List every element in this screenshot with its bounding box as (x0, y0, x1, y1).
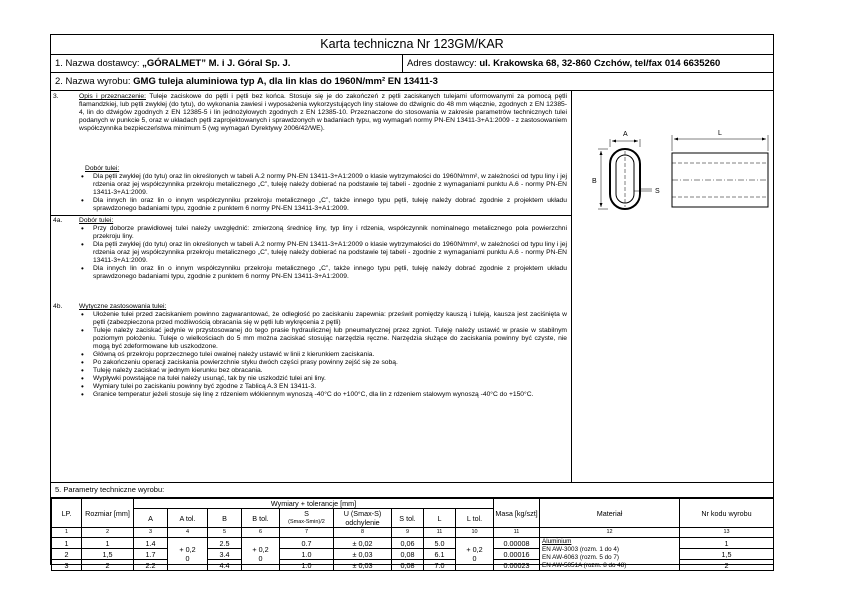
cell-b: 4.4 (208, 560, 242, 571)
header-u-sub: odchylenie (345, 518, 380, 527)
cell-lp: 3 (52, 560, 82, 571)
cell-masa: 0.00008 (494, 538, 540, 549)
document-title: Karta techniczna Nr 123GM/KAR (51, 35, 773, 55)
list-item: • Wymiary tulei po zaciskaniu powinny być zgodne z Tablicą A.3 EN 13411-3. (79, 383, 567, 391)
cell-ltol: + 0,2 0 (456, 538, 494, 571)
supplier-cell (51, 55, 403, 72)
product-value: GMG tuleja aluminiowa typ A, dla lin klas do 1960N/mm² EN 13411-3 (133, 76, 438, 87)
section4b-number: 4b. (53, 303, 63, 310)
cell-u: ± 0,02 (334, 538, 392, 549)
cell-l: 5.0 (424, 538, 456, 549)
table-row (52, 538, 774, 549)
header-stol: S tol. (392, 509, 424, 528)
material-line: EN AW-5051A (rozm. 8 do 48) (542, 562, 627, 569)
list-item: • Granice temperatur jeżeli stosuje się linę z rdzeniem włókiennym wynoszą -40°C do +100°C, dla lin z rdzeniem stalowym wynoszą -40°C do +150°C. (79, 391, 567, 399)
cell-atol: + 0,2 0 (168, 538, 208, 571)
header-btol: B tol. (242, 509, 280, 528)
section3-subheading: Dobór tulei: (85, 165, 120, 172)
cell-a: 1.7 (134, 549, 168, 560)
colnum: 10 (456, 528, 494, 538)
header-l: L (424, 509, 456, 528)
list-item: • Dla innych lin oraz lin o innym współczynniku przekroju metalicznego „C”, także innego typu pętli, tuleję należy dobrać zgodnie z projektem układu sprawdzonego badaniami typu, zgodnie z punktem 6 normy PN-EN 13411-3+A1:2009. (79, 265, 567, 281)
cell-s: 1.0 (280, 549, 334, 560)
parameters-table (51, 498, 774, 571)
section4b-heading-wrap (79, 303, 567, 311)
cell-a: 1.4 (134, 538, 168, 549)
cell-stol: 0,08 (392, 560, 424, 571)
material-line: Aluminium (542, 538, 572, 545)
product-label: 2. Nazwa wyrobu: (55, 76, 134, 87)
colnum: 11 (494, 528, 540, 538)
table-header-row (52, 499, 774, 509)
supplier-label: 1. Nazwa dostawcy: (55, 58, 143, 69)
cell-masa: 0.00023 (494, 560, 540, 571)
description-text-column (51, 91, 572, 482)
label-a: A (623, 131, 628, 138)
section3-subheading-wrap (85, 165, 573, 173)
cell-s: 0.7 (280, 538, 334, 549)
address-cell (403, 55, 773, 72)
cell-lp: 1 (52, 538, 82, 549)
description-body (51, 91, 773, 483)
colnum: 6 (242, 528, 280, 538)
colnum: 4 (168, 528, 208, 538)
header-b: B (208, 509, 242, 528)
header-atol: A tol. (168, 509, 208, 528)
list-item: • Główną oś przekroju poprzecznego tulei owalnej należy ustawić w linii z kierunkiem zaciskania. (79, 351, 567, 359)
cell-kod: 1 (680, 538, 774, 549)
header-nrkodu: Nr kodu wyrobu (680, 499, 774, 528)
cell-material (540, 538, 680, 571)
list-item: • Dla pętli zwykłej (do tytu) oraz lin określonych w tabeli A.2 normy PN-EN 13411-3+A1:2009 o klasie wytrzymałości do 1960N/mm², w zależności od typu liny i jej rdzenia oraz jej współczynnika przekroju metalicznego „C”, tuleję należy dobierać na podstawie tej tabeli - zgodnie z wymaganiami punktu A.6 - normy PN-EN 13411-3+A1:2009. (79, 173, 567, 197)
colnum: 2 (82, 528, 134, 538)
colnum: 5 (208, 528, 242, 538)
cell-rozmiar: 1,5 (82, 549, 134, 560)
cell-b: 3.4 (208, 549, 242, 560)
list-item: • Tuleje należy zaciskać jedynie w przystosowanej do tego prasie hydraulicznej lub pneumatycznej przez zgniot. Tuleję należy ustawić w prasie w stabilnym poziomym położeniu. Tuleje o wielkościach do 5 mm można zaciskać stosując narzędzia ręczne. Narzędzia służące do zaciskania powinny być czyste, nie mogą być zdeformowane lub uszkodzone. (79, 327, 567, 351)
material-line: EN AW-6063 (rozm. 5 do 7) (542, 554, 620, 561)
list-item: • Dla innych lin oraz lin o innym współczynniku przekroju metalicznego „C”, także innego typu pętli, tuleję należy dobrać zgodnie z projektem układu sprawdzonego badaniami typu, zgodnie z punktem 6 normy PN-EN 13411-3+A1:2009. (79, 197, 567, 213)
supplier-row (51, 55, 773, 73)
list-item: • Po zakończeniu operacji zaciskania powierzchnie styku dwóch części prasy powinny zejść się ze sobą. (79, 359, 567, 367)
colnum: 9 (392, 528, 424, 538)
list-item: • Przy doborze prawidłowej tulei należy uwzględnić: zmierzoną średnicę liny, typ liny i rdzenia, współczynnik nominalnego metalicznego pola powierzchni przekroju liny. (79, 225, 567, 241)
section4b-bullets (79, 311, 567, 399)
cell-kod: 2 (680, 560, 774, 571)
colnum: 7 (280, 528, 334, 538)
section3-bullets (79, 173, 567, 213)
colnum: 8 (334, 528, 392, 538)
sleeve-drawing (572, 91, 773, 241)
cell-b: 2.5 (208, 538, 242, 549)
cell-masa: 0.00016 (494, 549, 540, 560)
product-row (51, 73, 773, 91)
header-material: Materiał (540, 499, 680, 528)
cell-rozmiar: 2 (82, 560, 134, 571)
header-s (280, 509, 334, 528)
list-item: • Ułożenie tulei przed zaciskaniem powinno zagwarantować, że odległość po zaciskaniu zapewnia: prześwit pomiędzy kauszą i tuleją, kausza jest zaciśnięta w pętli (zabezpieczona przed możliwością obracania się w pętli lub wykręcenia z pętli) (79, 311, 567, 327)
colnum: 12 (540, 528, 680, 538)
header-s-label: S (304, 509, 309, 518)
cell-rozmiar: 1 (82, 538, 134, 549)
label-l: L (718, 130, 722, 137)
section-divider (51, 215, 571, 216)
colnum: 13 (680, 528, 774, 538)
header-rozmiar: Rozmiar [mm] (82, 499, 134, 528)
section3-heading: Opis i przeznaczenie: (79, 93, 146, 100)
section3-number: 3. (53, 93, 59, 100)
cell-btol: + 0,2 0 (242, 538, 280, 571)
section4a-number: 4a. (53, 217, 63, 224)
cell-u: ± 0,03 (334, 549, 392, 560)
cell-s: 1.0 (280, 560, 334, 571)
cell-kod: 1,5 (680, 549, 774, 560)
address-label: Adres dostawcy: (407, 58, 480, 69)
colnum: 3 (134, 528, 168, 538)
list-item: • Wypływki powstające na tulei należy usunąć, tak by nie uszkodzić tulei ani liny. (79, 375, 567, 383)
cell-l: 6.1 (424, 549, 456, 560)
section4b-heading: Wytyczne zastosowania tulei: (79, 303, 167, 310)
section4a-heading-wrap (79, 217, 567, 225)
address-value: ul. Krakowska 68, 32-860 Czchów, tel/fax 014 6635260 (479, 58, 721, 69)
cell-stol: 0,06 (392, 538, 424, 549)
header-ltol: L tol. (456, 509, 494, 528)
material-line: EN AW-3003 (rozm. 1 do 4) (542, 546, 620, 553)
table-colnum-row (52, 528, 774, 538)
section5-heading: 5. Parametry techniczne wyrobu: (51, 483, 773, 498)
supplier-value: „GÓRALMET” M. i J. Góral Sp. J. (142, 58, 291, 69)
cell-a: 2.2 (134, 560, 168, 571)
header-wymiary: Wymiary + tolerancje [mm] (134, 499, 494, 509)
cell-stol: 0,08 (392, 549, 424, 560)
header-u-label: U (Smax-S) (343, 509, 382, 518)
header-lp: LP. (52, 499, 82, 528)
header-masa: Masa [kg/szt] (494, 499, 540, 528)
list-item: • Dla pętli zwykłej (do tytu) oraz lin określonych w tabeli A.2 normy PN-EN 13411-3+A1:2009 o klasie wytrzymałości do 1960N/mm², w zależności od typu liny i jej rdzenia oraz jej współczynnika przekroju metalicznego „C”, tuleję należy dobierać na podstawie tej tabeli - zgodnie z wymaganiami punktu A.6 - normy PN-EN 13411-3+A1:2009. (79, 241, 567, 265)
section3-paragraph (79, 93, 567, 133)
technical-sheet (50, 34, 774, 570)
header-u (334, 509, 392, 528)
section3-text: Tuleje zaciskowe do pętli i pętli bez końca. Stosuje się je do zakończeń z pętli zaciskanych tulejami uformowanymi za pomocą pętli flamandzkiej, lub pętli zwykłej (do tytu), do wykonania zawiesi i wyposażenia wykorzystujących liny stalowe do dźwignic do 48 mm włącznie, zgodnych z EN 12385-4, lin do dźwigów zgodnych z EN 12385-5 i lin jednożyłowych zgodnych z EN 12385-10. Przeznaczone do stosowania w zakresie parametrów technicznych tulei podanych w punkcie 5, oraz w układach pętli zaprojektowanych i sprawdzonych w badaniach typu, wg wymagań normy PN-EN 13411-3+A1:2009 - z zastosowaniem współczynnika bezpieczeństwa minimum 5 (wg wymagań Dyrektywy 2006/42/WE). (79, 93, 567, 132)
label-s: S (655, 188, 660, 195)
section4a-bullets (79, 225, 567, 281)
label-b: B (592, 178, 597, 185)
cell-l: 7.0 (424, 560, 456, 571)
header-a: A (134, 509, 168, 528)
colnum: 11 (424, 528, 456, 538)
colnum: 1 (52, 528, 82, 538)
header-s-sub: (Smax-Smin)/2 (288, 519, 325, 525)
cell-lp: 2 (52, 549, 82, 560)
list-item: • Tuleję należy zaciskać w jednym kierunku bez obracania. (79, 367, 567, 375)
cell-u: ± 0,03 (334, 560, 392, 571)
section4a-heading: Dobór tulei: (79, 217, 114, 224)
